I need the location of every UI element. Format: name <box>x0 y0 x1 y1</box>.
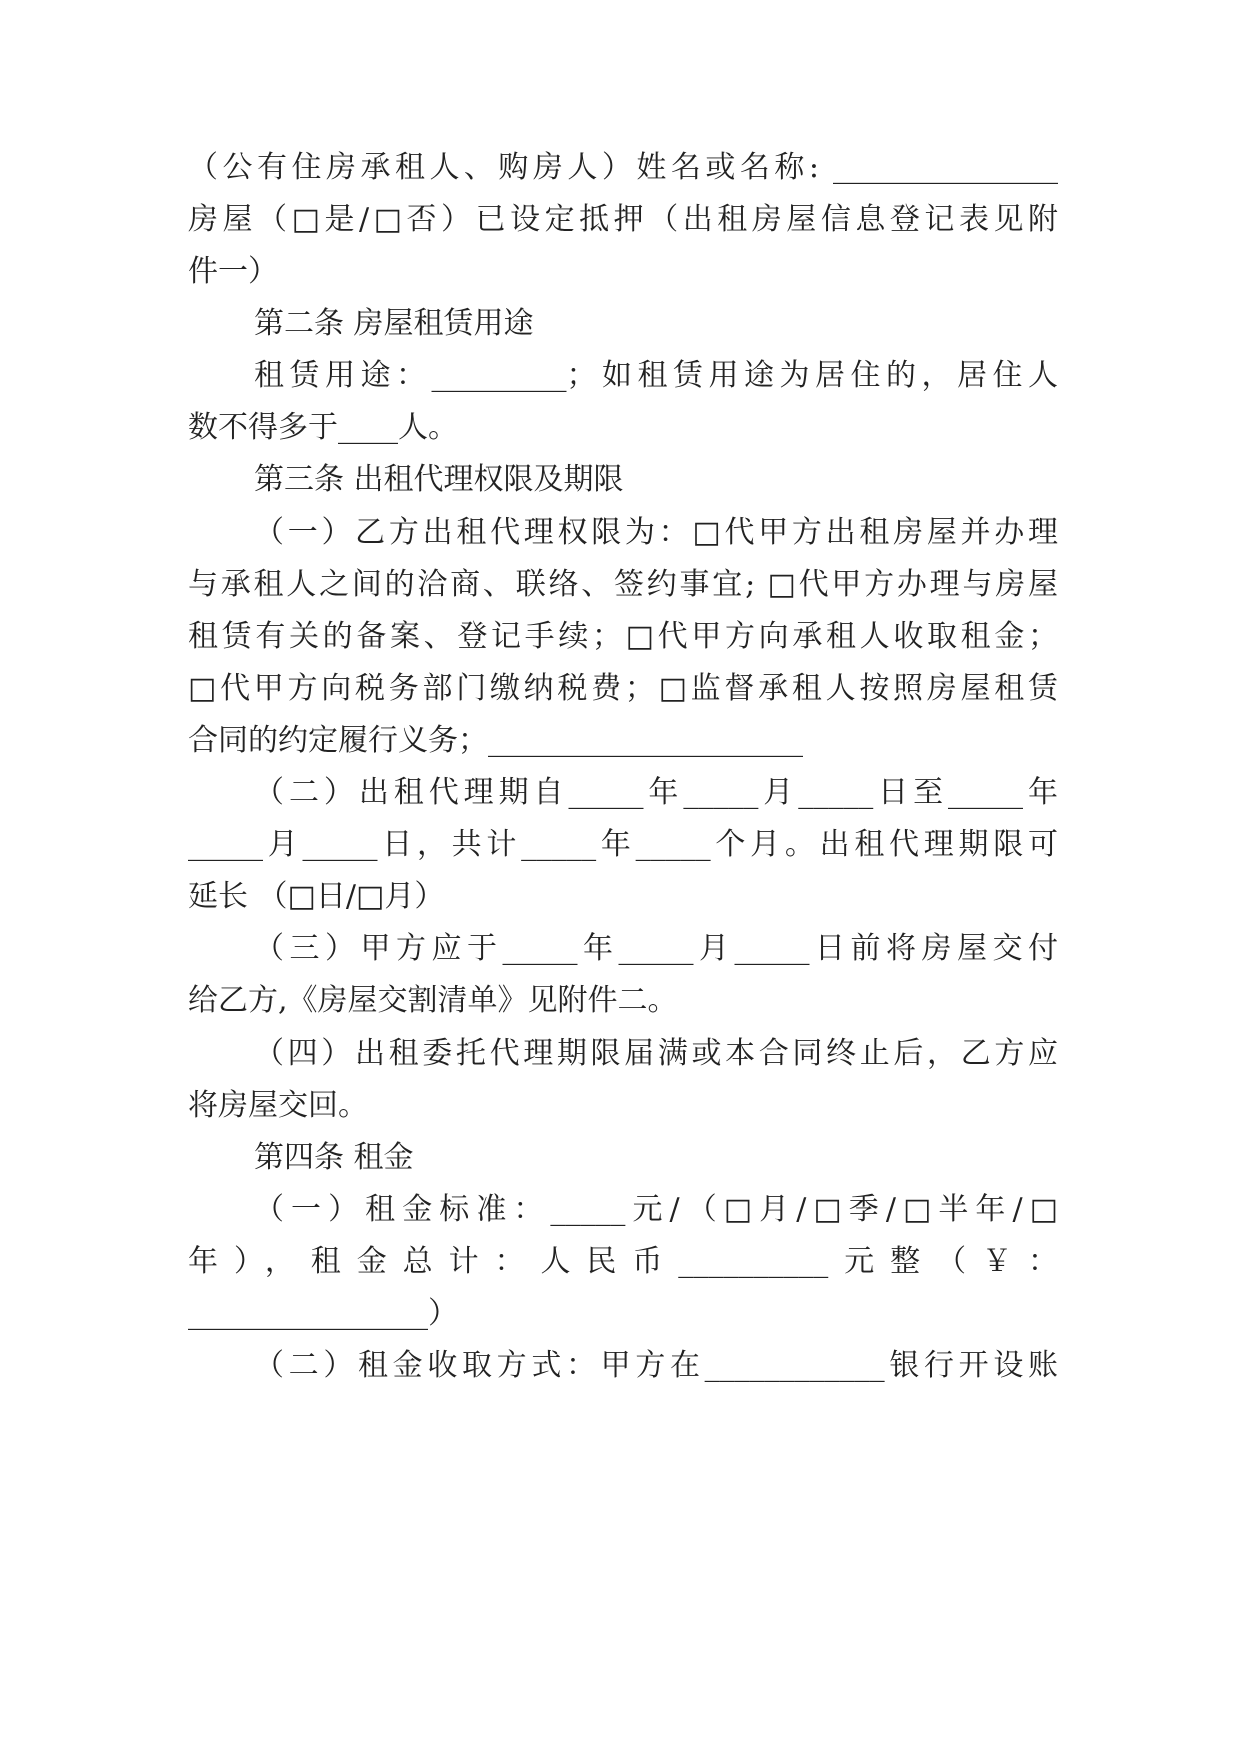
text-line: （三）甲方应于_____年_____月_____日前将房屋交付 <box>254 931 1058 966</box>
text-line: 与承租人之间的洽商、联络、签约事宜; □代甲方办理与房屋 <box>188 567 1058 602</box>
text-line: 租赁有关的备案、登记手续；□代甲方向承租人收取租金； <box>188 619 1058 654</box>
text-line: 给乙方,《房屋交割清单》见附件二。 <box>188 983 678 1018</box>
text-line: 将房屋交回。 <box>188 1088 368 1123</box>
text-line: _____月_____日，共计_____年_____个月。出租代理期限可 <box>188 827 1058 862</box>
section-heading: 第二条 房屋租赁用途 <box>254 306 534 341</box>
text-line: 延长 （□日/□月） <box>188 879 445 914</box>
text-line: 房屋（□是/□否）已设定抵押（出租房屋信息登记表见附 <box>188 202 1058 237</box>
text-line: 数不得多于____人。 <box>188 410 458 445</box>
text-line: （二）出租代理期自_____年_____月_____日至_____年 <box>254 775 1058 810</box>
text-line: （一）乙方出租代理权限为：□代甲方出租房屋并办理 <box>254 515 1058 550</box>
text-line: □代甲方向税务部门缴纳税费；□监督承租人按照房屋租赁 <box>188 671 1058 706</box>
text-line: 合同的约定履行义务；_____________________ <box>188 723 803 758</box>
text-line: 件一） <box>188 254 278 289</box>
text-line: （公有住房承租人、购房人）姓名或名称: _______________ <box>188 150 1058 185</box>
text-line: （一）租金标准：_____元/（□月/□季/□半年/□ <box>254 1192 1058 1227</box>
text-line: 年），租金总计：人民币__________元整（￥： <box>188 1244 1058 1279</box>
section-heading: 第四条 租金 <box>254 1140 414 1175</box>
text-line: 租赁用途：_________；如租赁用途为居住的，居住人 <box>254 358 1058 393</box>
section-heading: 第三条 出租代理权限及期限 <box>254 462 624 497</box>
text-line: （四）出租委托代理期限届满或本合同终止后，乙方应 <box>254 1036 1058 1071</box>
text-line: （二）租金收取方式：甲方在____________银行开设账 <box>254 1348 1058 1383</box>
text-line: ________________） <box>188 1296 458 1331</box>
